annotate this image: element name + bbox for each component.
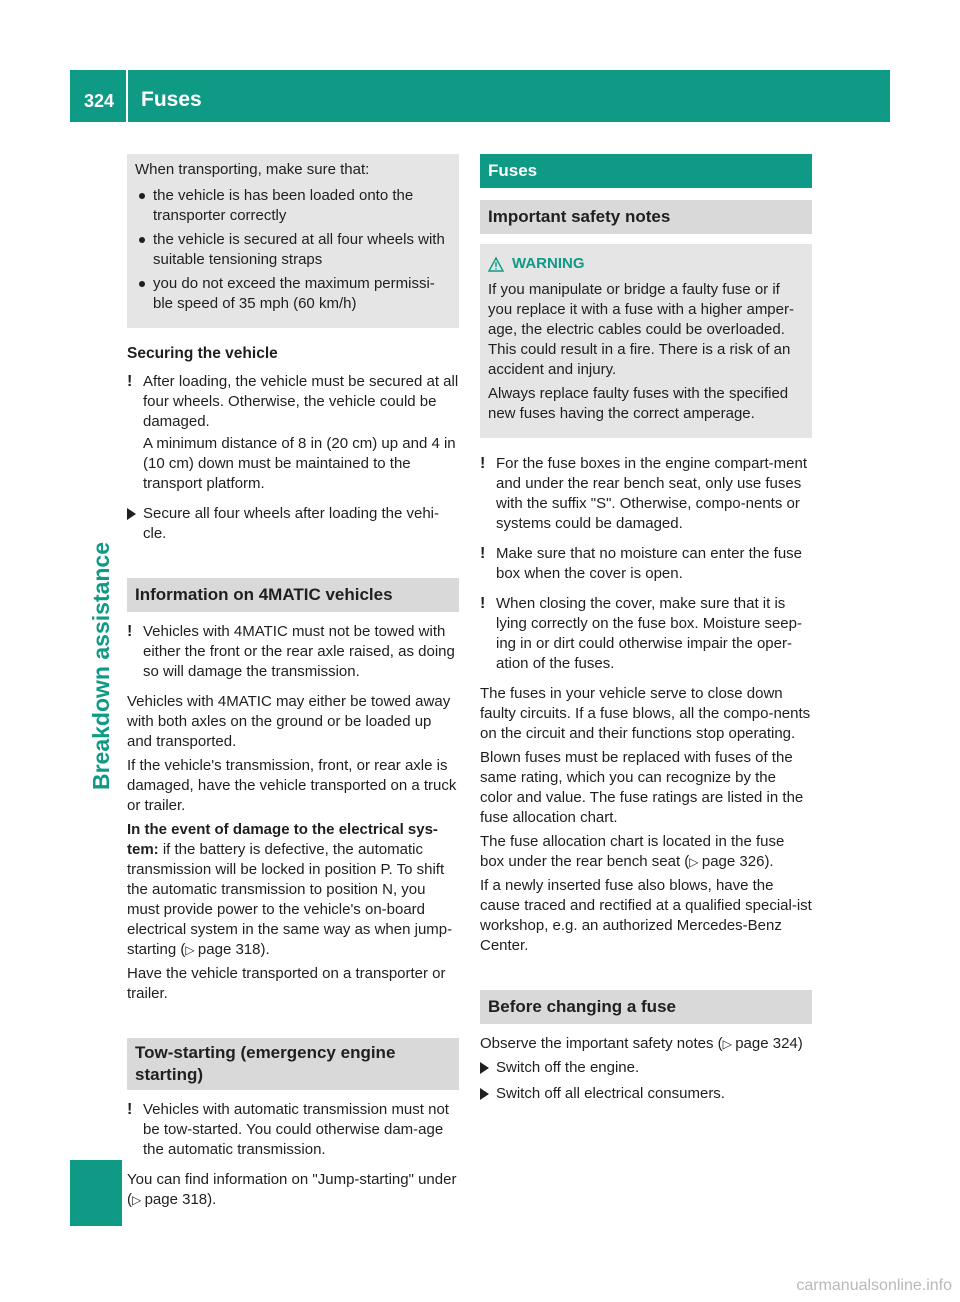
fuses-section-heading: Fuses <box>480 154 812 188</box>
text-run: . To shift the automatic transmission to position <box>127 861 445 898</box>
body-paragraph: Have the vehicle transported on a transporter or trailer. <box>127 965 446 1002</box>
transport-checklist-box <box>127 154 459 328</box>
fuse-chart-paragraph <box>480 832 812 872</box>
body-paragraph: Vehicles with 4MATIC may either be towed away with both axles on the ground or be loaded up and transported. <box>127 693 451 750</box>
note-text: After loading, the vehicle must be secured at all four wheels. Otherwise, the vehicle could be damaged. <box>143 373 459 430</box>
exclamation-icon: ! <box>480 455 486 472</box>
action-text: Switch off the engine. <box>496 1059 640 1076</box>
right-column <box>480 154 812 1110</box>
warning-title <box>488 254 804 274</box>
note-text: Vehicles with 4MATIC must not be towed with either the front or the rear axle raised, as doing so will damage the transmission. <box>143 623 455 680</box>
fourmatic-note <box>127 622 459 682</box>
page-ref-arrow-icon: ▷ <box>185 943 198 957</box>
fuse-suffix-note <box>480 454 812 534</box>
exclamation-icon: ! <box>480 545 486 562</box>
transport-lead: When transporting, make sure that: <box>135 161 370 178</box>
body-paragraph: If a newly inserted fuse also blows, have the cause traced and rectified at a qualified special-ist workshop, e.g. an authorized Mercedes-Benz Center. <box>480 877 812 954</box>
text-run: ). <box>260 941 270 958</box>
text-run: The fuse allocation chart is located in the fuse box under the rear bench seat ( <box>480 833 785 870</box>
safety-heading: Important safety notes <box>480 200 812 234</box>
page-ref-link[interactable]: page 318 <box>144 1191 208 1208</box>
safety-ref-paragraph <box>480 1034 812 1054</box>
page-ref-arrow-icon: ▷ <box>722 1037 736 1051</box>
towstart-heading: Tow-starting (emergency engine starting) <box>127 1038 459 1090</box>
note-text: Make sure that no moisture can enter the fuse box when the cover is open. <box>496 545 802 582</box>
text-run: if the battery is defective, the automatic transmission will be locked in position <box>127 841 423 878</box>
cover-note <box>480 594 812 674</box>
securing-heading: Securing the vehicle <box>127 345 278 362</box>
warning-text: Always replace faulty fuses with the specified new fuses having the correct amperage. <box>488 385 789 422</box>
warning-triangle-icon <box>488 257 504 272</box>
page-ref-arrow-icon: ▷ <box>689 855 702 869</box>
list-item: the vehicle is secured at all four wheels with suitable tensioning straps <box>135 230 451 270</box>
note-text: Vehicles with automatic transmission must not be tow-started. You could otherwise dam-age the automatic transmission. <box>143 1101 449 1158</box>
warning-box <box>480 244 812 438</box>
page-ref-link[interactable]: page 326 <box>701 853 765 870</box>
note-text: A minimum distance of 8 in (20 cm) up and 4 in (10 cm) down must be maintained to the transport platform. <box>143 435 456 492</box>
note-text: When closing the cover, make sure that it is lying correctly on the fuse box. Moisture seep-ing in or dirt could otherwise impair the oper-ation of the fuses. <box>496 595 802 672</box>
securing-note <box>127 372 459 494</box>
action-text: Switch off all electrical consumers. <box>496 1085 725 1102</box>
securing-action <box>127 504 459 544</box>
text-run: You can find information on "Jump-starting" under ( <box>127 1171 457 1208</box>
gear-n-symbol: N <box>382 881 393 898</box>
page-ref-link[interactable]: page 324 <box>735 1035 798 1052</box>
gear-p-symbol: P <box>380 861 389 878</box>
bold-lead: In the event of damage to the electrical sys-tem: <box>127 821 438 858</box>
left-column <box>127 154 459 1214</box>
arrow-right-icon <box>127 508 136 520</box>
body-paragraph: Blown fuses must be replaced with fuses of the same rating, which you can recognize by the color and value. The fuse ratings are listed in the fuse allocation chart. <box>480 749 804 826</box>
warning-text: If you manipulate or bridge a faulty fuse or if you replace it with a fuse with a higher amper-age, the electric cables could be overloaded. This could result in a fire. There is a risk of an accident and injury. <box>488 281 794 378</box>
text-run: ). <box>207 1191 217 1208</box>
chapter-side-block <box>70 1160 122 1226</box>
moisture-note <box>480 544 812 584</box>
electrical-damage-paragraph <box>127 820 459 960</box>
text-run: , you must provide power to the vehicle's on-board electrical system in the same way as when jump-starting ( <box>127 881 453 958</box>
body-paragraph: The fuses in your vehicle serve to close down faulty circuits. If a fuse blows, all the compo-nents on the circuit and their functions stop operating. <box>480 685 811 742</box>
fourmatic-heading: Information on 4MATIC vehicles <box>127 578 459 612</box>
towstart-note <box>127 1100 459 1160</box>
arrow-right-icon <box>480 1062 489 1074</box>
exclamation-icon: ! <box>127 373 133 390</box>
page-title: Fuses <box>141 88 202 111</box>
page-ref-arrow-icon: ▷ <box>132 1193 145 1207</box>
before-changing-heading: Before changing a fuse <box>480 990 812 1024</box>
exclamation-icon: ! <box>127 623 133 640</box>
page-number: 324 <box>84 91 115 111</box>
page-ref-link[interactable]: page 318 <box>197 941 261 958</box>
exclamation-icon: ! <box>480 595 486 612</box>
arrow-right-icon <box>480 1088 489 1100</box>
jumpstart-paragraph <box>127 1170 459 1210</box>
switch-off-engine-action <box>480 1058 812 1078</box>
list-item: you do not exceed the maximum permissi-ble speed of 35 mph (60 km/h) <box>135 274 451 314</box>
header-divider <box>126 70 128 122</box>
text-run: Observe the important safety notes ( <box>480 1035 723 1052</box>
warning-label: WARNING <box>512 255 585 272</box>
text-run: ) <box>797 1035 803 1052</box>
watermark: carmanualsonline.info <box>796 1277 952 1294</box>
note-text: For the fuse boxes in the engine compart-ment and under the rear bench seat, only use fuses with the suffix "S". Otherwise, compo-nents or systems could be damaged. <box>496 455 808 532</box>
action-text: Secure all four wheels after loading the vehi-cle. <box>143 505 440 542</box>
list-item: the vehicle is has been loaded onto the transporter correctly <box>135 186 451 226</box>
text-run: ). <box>764 853 774 870</box>
exclamation-icon: ! <box>127 1101 133 1118</box>
body-paragraph: If the vehicle's transmission, front, or rear axle is damaged, have the vehicle transported on a truck or trailer. <box>127 757 457 814</box>
switch-off-consumers-action <box>480 1084 812 1104</box>
chapter-side-label: Breakdown assistance <box>88 541 114 790</box>
